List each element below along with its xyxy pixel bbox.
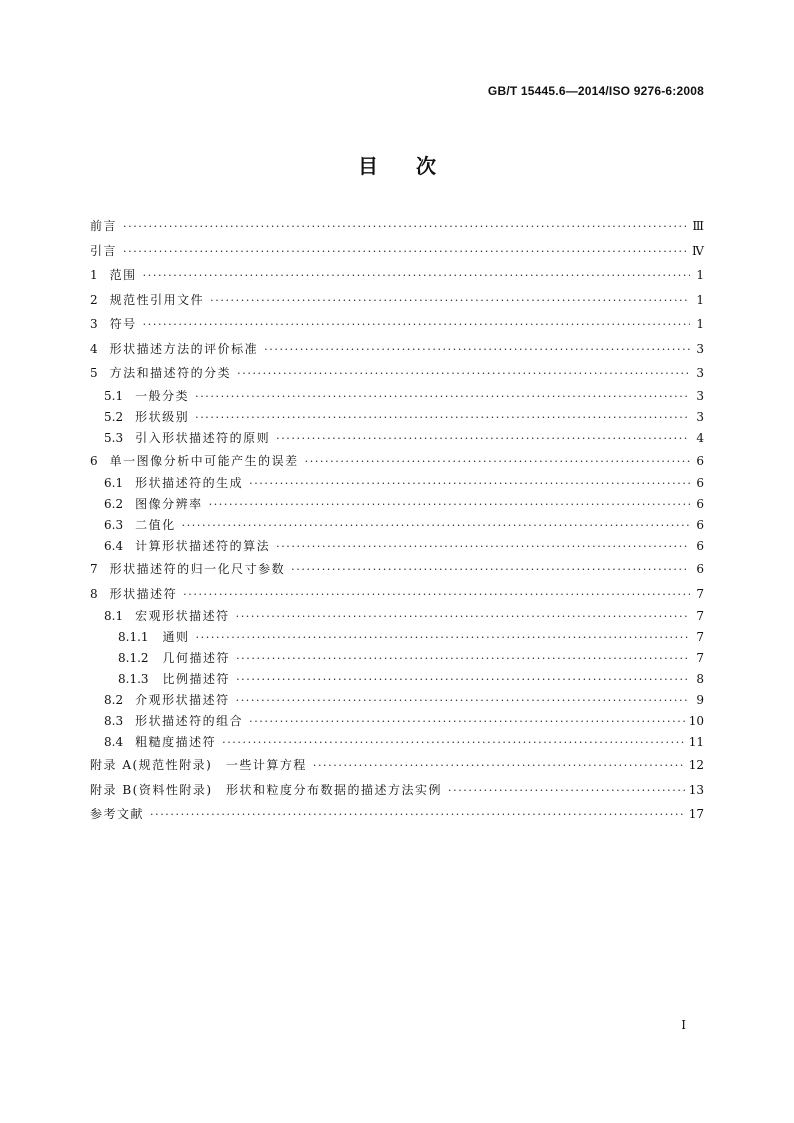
toc-leader-dots: [291, 558, 690, 583]
toc-entry-label: 规范性引用文件: [109, 292, 205, 307]
toc-entry-page: 3: [696, 388, 704, 403]
toc-entry-label: 引入形状描述符的原则: [135, 430, 271, 445]
standard-code: GB/T 15445.6—2014/ISO 9276-6:2008: [487, 84, 704, 98]
toc-entry-number: 8.1: [104, 609, 124, 623]
toc-entry-number: 5: [90, 366, 98, 380]
toc-leader-dots: [276, 536, 690, 557]
toc-entry-label: 通则: [162, 630, 190, 644]
toc-leader-dots: [210, 289, 690, 314]
toc-entry[interactable]: [90, 214, 704, 239]
toc-leader-dots: [249, 711, 685, 732]
toc-leader-dots: [448, 779, 685, 804]
page-title: 目次: [358, 154, 474, 178]
toc-entry-label: 形状描述符的归一化尺寸参数: [109, 562, 286, 576]
toc-entry-label: 形状描述符的生成: [135, 476, 244, 490]
toc-entry-page: 6: [696, 453, 704, 468]
toc-entry-page: 3: [696, 341, 704, 356]
toc-entry-number: 8.3: [104, 714, 124, 728]
toc-entry-label: 附录 A(规范性附录) 一些计算方程: [90, 758, 307, 772]
toc-entry-number: 8.1.1: [118, 630, 149, 644]
toc-entry-page: 3: [696, 366, 704, 380]
toc-entry[interactable]: [90, 428, 704, 449]
toc-leader-dots: [236, 690, 690, 711]
toc-leader-dots: [195, 407, 690, 428]
toc-entry[interactable]: [90, 361, 704, 386]
toc-entry-page: 1: [696, 317, 704, 331]
toc-entry-number: 8.1.3: [118, 672, 149, 686]
toc-entry[interactable]: [90, 263, 704, 288]
toc-entry[interactable]: [90, 627, 704, 648]
toc-entry-number: 6.3: [104, 518, 124, 532]
toc-leader-dots: [150, 803, 685, 828]
toc-entry-label: 粗糙度描述符: [135, 735, 217, 749]
toc-leader-dots: [236, 669, 690, 690]
toc-entry-page: 7: [696, 586, 704, 601]
toc-entry[interactable]: [90, 288, 704, 313]
toc-entry-label: 计算形状描述符的算法: [135, 539, 271, 553]
toc-entry[interactable]: [90, 557, 704, 582]
toc-entry-page: Ⅳ: [692, 243, 704, 258]
toc-entry-page: 1: [696, 268, 704, 282]
toc-entry-number: 5.2: [104, 409, 124, 424]
toc-entry-number: 3: [90, 317, 98, 331]
toc-entry-page: Ⅲ: [692, 219, 704, 233]
toc-entry[interactable]: [90, 407, 704, 428]
toc-leader-dots: [123, 240, 688, 265]
toc-leader-dots: [195, 386, 690, 407]
toc-entry-number: 6: [90, 453, 98, 468]
toc-entry-label: 比例描述符: [162, 672, 231, 686]
toc-entry-page: 1: [696, 292, 704, 307]
toc-entry-number: 1: [90, 268, 98, 282]
toc-entry-number: 4: [90, 341, 98, 356]
toc-entry-label: 前言: [90, 219, 118, 233]
toc-entry-page: 6: [696, 476, 704, 490]
toc-entry-label: 形状描述符: [109, 586, 178, 601]
toc-entry-label: 形状级别: [135, 409, 190, 424]
toc-entry-label: 图像分辨率: [135, 497, 203, 511]
toc-entry-label: 附录 B(资料性附录) 形状和粒度分布数据的描述方法实例: [90, 782, 442, 797]
toc-entry[interactable]: [90, 449, 704, 474]
toc-entry-label: 介观形状描述符: [135, 693, 230, 707]
toc-entry-page: 7: [696, 630, 704, 644]
toc-entry-number: 5.1: [104, 388, 124, 403]
toc-entry[interactable]: [90, 711, 704, 732]
toc-entry-page: 7: [696, 609, 704, 623]
toc-leader-dots: [196, 627, 690, 648]
toc-entry-number: 8.2: [104, 693, 124, 707]
toc-leader-dots: [249, 473, 690, 494]
toc-entry-page: 12: [688, 758, 704, 772]
toc-entry-label: 一般分类: [135, 388, 190, 403]
toc-entry-label: 形状描述符的组合: [135, 714, 244, 728]
toc-leader-dots: [182, 515, 690, 536]
toc-leader-dots: [313, 754, 685, 779]
toc-entry[interactable]: [90, 669, 704, 690]
toc-entry-page: 6: [696, 562, 704, 576]
toc-leader-dots: [143, 264, 690, 289]
toc-entry-label: 参考文献: [90, 807, 145, 821]
toc-entry-page: 6: [696, 539, 704, 553]
toc-entry-page: 17: [688, 807, 704, 821]
toc-entry-page: 6: [696, 497, 704, 511]
toc-entry[interactable]: [90, 473, 704, 494]
toc-leader-dots: [264, 338, 690, 363]
toc-entry[interactable]: [90, 753, 704, 778]
toc-entry-label: 单一图像分析中可能产生的误差: [109, 453, 299, 468]
toc-leader-dots: [236, 648, 690, 669]
toc-entry[interactable]: [90, 802, 704, 827]
toc-entry-label: 形状描述方法的评价标准: [109, 341, 259, 356]
toc-entry[interactable]: [90, 732, 704, 753]
toc-entry[interactable]: [90, 648, 704, 669]
toc-entry-label: 二值化: [135, 518, 176, 532]
toc-entry[interactable]: [90, 582, 704, 607]
toc-leader-dots: [183, 583, 690, 608]
toc-entry-number: 8: [90, 586, 98, 601]
page-number: Ⅰ: [681, 1018, 686, 1032]
toc-leader-dots: [305, 450, 690, 475]
toc-entry[interactable]: [90, 239, 704, 264]
toc-entry[interactable]: [90, 312, 704, 337]
toc-entry[interactable]: [90, 386, 704, 407]
toc-leader-dots: [236, 606, 690, 627]
toc-entry[interactable]: [90, 337, 704, 362]
table-of-contents: [90, 214, 704, 827]
toc-entry-number: 7: [90, 562, 98, 576]
toc-entry[interactable]: [90, 494, 704, 515]
toc-entry-label: 符号: [109, 317, 137, 331]
toc-entry-page: 3: [696, 409, 704, 424]
toc-entry-label: 范围: [109, 268, 137, 282]
toc-entry-label: 方法和描述符的分类: [109, 366, 232, 380]
toc-entry[interactable]: [90, 515, 704, 536]
toc-entry-page: 10: [688, 714, 704, 728]
toc-entry-number: 5.3: [104, 430, 124, 445]
toc-entry[interactable]: [90, 536, 704, 557]
toc-entry-number: 8.4: [104, 735, 124, 749]
toc-entry-page: 7: [696, 651, 704, 665]
toc-entry-label: 宏观形状描述符: [135, 609, 230, 623]
toc-entry-page: 4: [696, 430, 704, 445]
toc-entry-label: 几何描述符: [162, 651, 231, 665]
toc-leader-dots: [237, 362, 690, 387]
toc-entry[interactable]: [90, 690, 704, 711]
toc-entry-label: 引言: [90, 243, 118, 258]
toc-leader-dots: [209, 494, 690, 515]
toc-entry-page: 13: [688, 782, 704, 797]
toc-entry-page: 6: [696, 518, 704, 532]
toc-entry[interactable]: [90, 778, 704, 803]
toc-leader-dots: [222, 732, 685, 753]
toc-entry-page: 8: [696, 672, 704, 686]
toc-leader-dots: [276, 428, 690, 449]
toc-leader-dots: [123, 215, 688, 240]
toc-entry-number: 6.2: [104, 497, 124, 511]
toc-entry-number: 2: [90, 292, 98, 307]
toc-entry[interactable]: [90, 606, 704, 627]
toc-leader-dots: [143, 313, 690, 338]
toc-entry-number: 8.1.2: [118, 651, 149, 665]
toc-entry-number: 6.1: [104, 476, 124, 490]
toc-entry-number: 6.4: [104, 539, 124, 553]
toc-entry-page: 11: [688, 735, 704, 749]
toc-entry-page: 9: [696, 693, 704, 707]
